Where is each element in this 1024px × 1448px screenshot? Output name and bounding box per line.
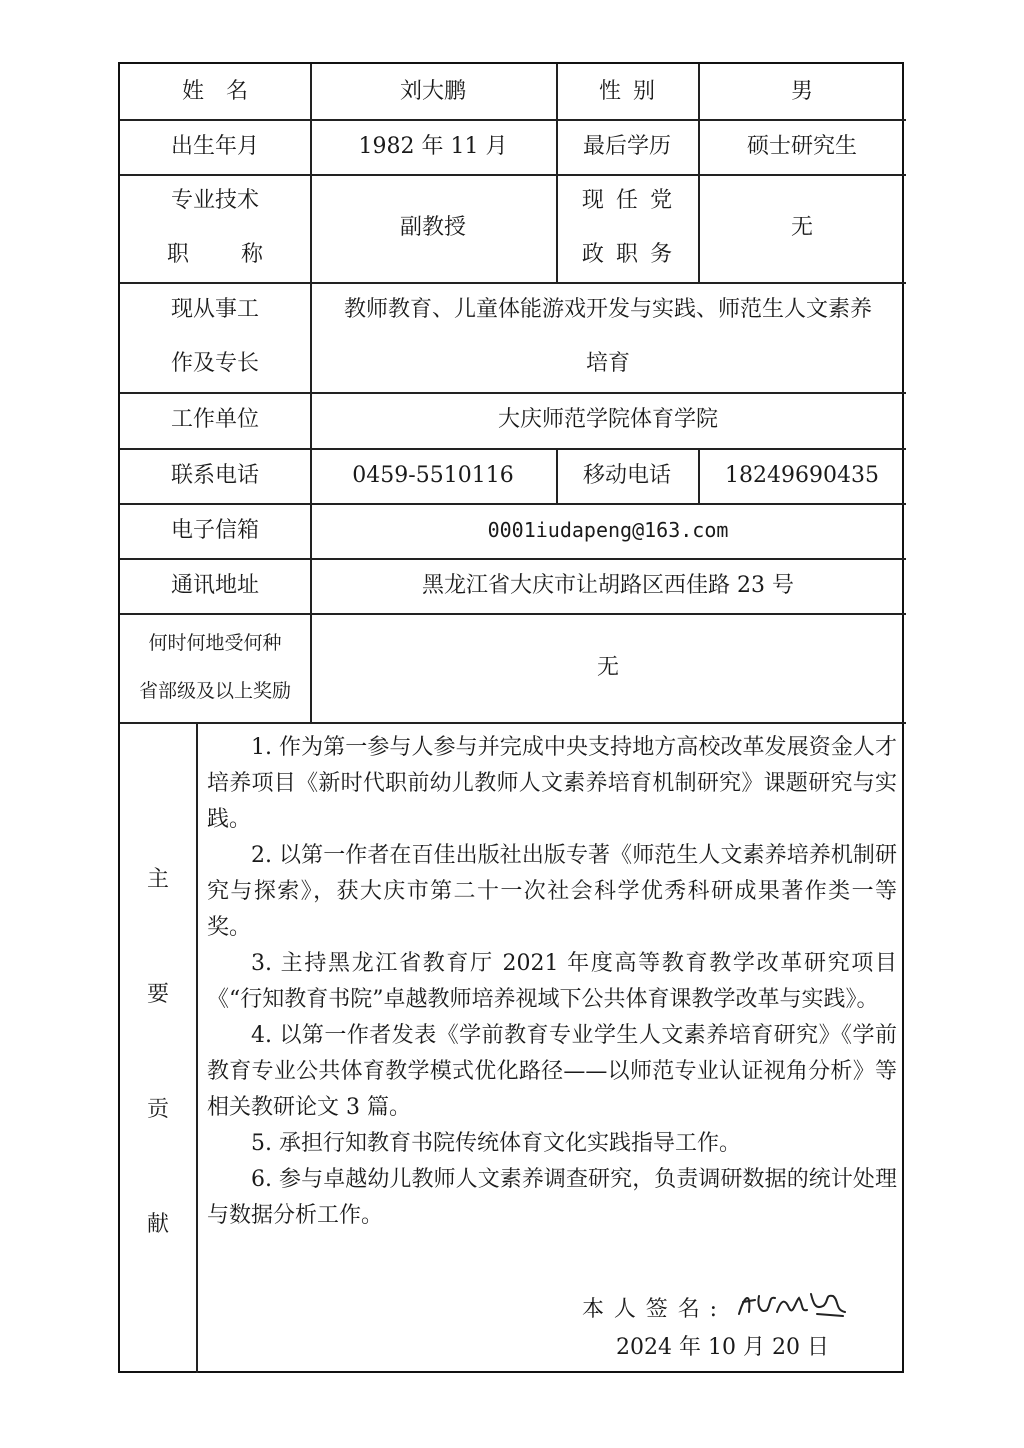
post-label-line1: 现任党 (581, 188, 685, 214)
work-value (310, 282, 906, 392)
signature-label: 本人签名: (582, 1296, 727, 1322)
title-label-line1: 专业技术 (170, 188, 259, 214)
unit-label: 工作单位 (170, 407, 259, 433)
signature-line (582, 1284, 853, 1330)
education-label: 最后学历 (582, 133, 671, 159)
education-value: 硕士研究生 (746, 133, 857, 159)
work-value-line2: 培育 (585, 351, 630, 376)
contrib-item: 4. 以第一作者发表《学前教育专业学生人文素养培育研究》《学前教育专业公共体育教学模式优化路径——以师范专业认证视角分析》等相关教研论文 3 篇。 (207, 1023, 897, 1120)
unit-value: 大庆师范学院体育学院 (497, 407, 718, 433)
title-label (120, 174, 310, 282)
post-label-line2: 政职务 (581, 242, 685, 267)
email-value: 0001iudapeng@163.com (487, 518, 729, 542)
contrib-item: 1. 作为第一参与人参与并完成中央支持地方高校改革发展资金人才培养项目《新时代职前幼儿教师人文素养培育机制研究》课题研究与实践。 (207, 735, 897, 832)
gender-label: 性别 (598, 78, 668, 104)
name-value: 刘大鹏 (399, 78, 466, 104)
contrib-item: 3. 主持黑龙江省教育厅 2021 年度高等教育教学改革研究项目《“行知教育书院”卓越教师培养视域下公共体育课教学改革与实践》。 (207, 951, 897, 1012)
row-divider (120, 722, 906, 724)
mobile-label: 移动电话 (582, 462, 671, 488)
post-value: 无 (790, 215, 813, 241)
award-label-line2: 省部级及以上奖励 (138, 679, 291, 702)
address-value: 黑龙江省大庆市让胡路区西佳路 23 号 (422, 572, 794, 598)
info-form-table (118, 62, 904, 1373)
award-label (120, 613, 310, 722)
name-label: 姓 名 (181, 78, 248, 104)
contrib-label (120, 724, 196, 1375)
email-label: 电子信箱 (170, 517, 259, 543)
phone-label: 联系电话 (170, 462, 259, 488)
work-value-line1: 教师教育、儿童体能游戏开发与实践、师范生人文素养 (343, 297, 872, 323)
signature-scribble (733, 1284, 853, 1324)
contrib-item: 6. 参与卓越幼儿教师人文素养调查研究，负责调研数据的统计处理与数据分析工作。 (207, 1167, 897, 1228)
phone-value: 0459-5510116 (352, 462, 514, 488)
contrib-label-char: 贡 (146, 1096, 169, 1122)
work-label-line1: 现从事工 (170, 297, 259, 323)
award-value: 无 (596, 654, 619, 680)
work-label-line2: 作及专长 (170, 351, 259, 376)
birth-label: 出生年月 (170, 133, 259, 159)
work-label (120, 282, 310, 392)
contrib-label-char: 要 (146, 981, 169, 1007)
contrib-list (207, 730, 897, 1234)
award-label-line1: 何时何地受何种 (148, 631, 282, 654)
contrib-label-char: 主 (146, 866, 169, 892)
contrib-label-char: 献 (146, 1211, 169, 1237)
col-divider (196, 722, 198, 1373)
sign-date: 2024 年 10 月 20 日 (616, 1335, 829, 1360)
title-label-line2: 职 称 (167, 242, 263, 267)
gender-value: 男 (790, 78, 813, 104)
title-value: 副教授 (399, 215, 466, 241)
birth-value: 1982 年 11 月 (358, 133, 508, 159)
address-label: 通讯地址 (170, 572, 259, 598)
contrib-item: 2. 以第一作者在百佳出版社出版专著《师范生人文素养培养机制研究与探索》，获大庆市第二十一次社会科学优秀科研成果著作类一等奖。 (207, 843, 897, 940)
mobile-value: 18249690435 (725, 462, 879, 488)
contrib-item: 5. 承担行知教育书院传统体育文化实践指导工作。 (251, 1131, 741, 1156)
handwritten-signature (733, 1284, 853, 1330)
post-label (556, 174, 698, 282)
